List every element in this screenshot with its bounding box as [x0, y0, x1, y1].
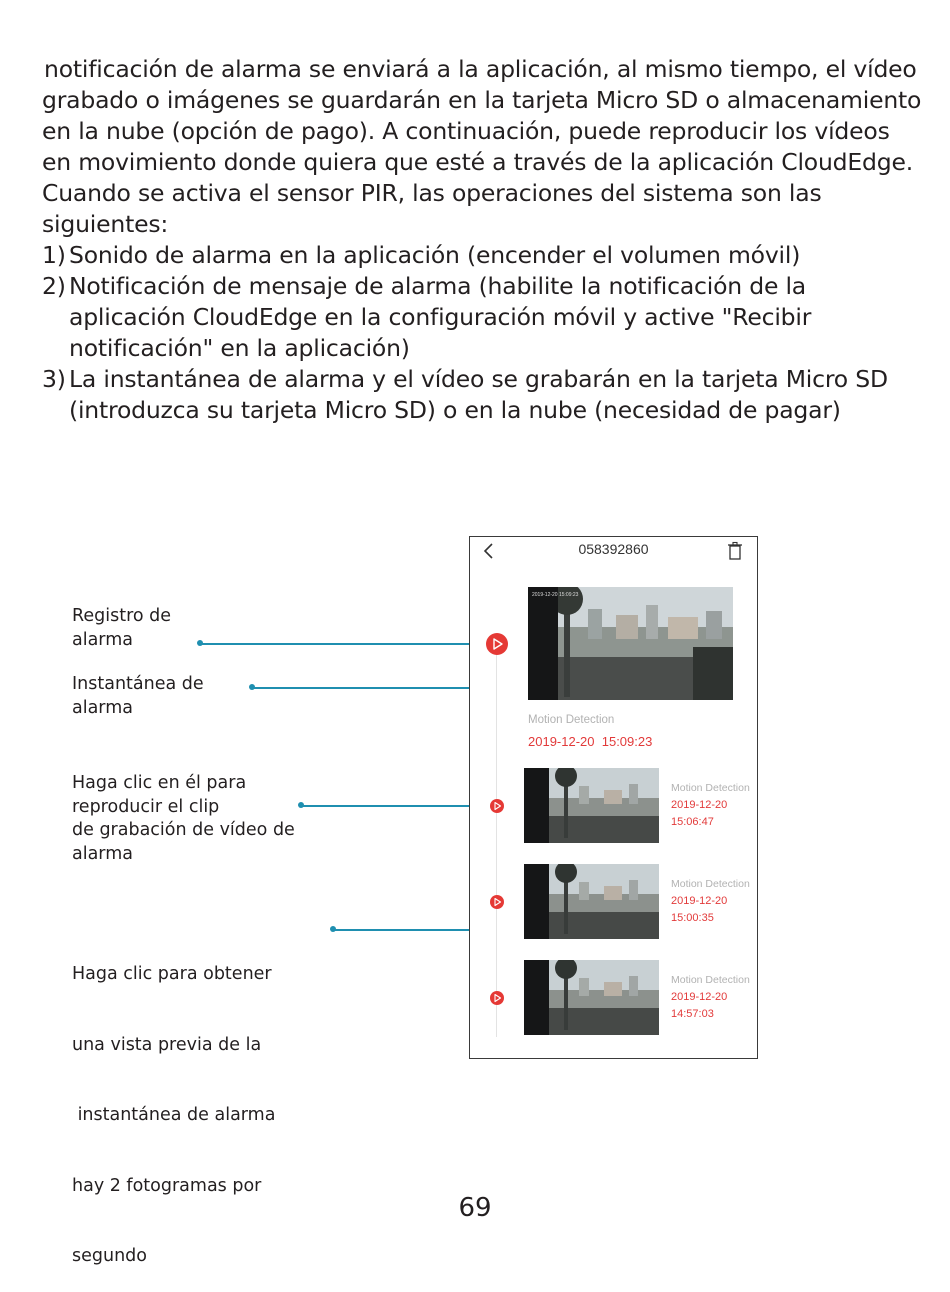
play-circle-icon[interactable] — [486, 633, 508, 655]
motion-detection-label: Motion Detection — [671, 878, 750, 890]
device-id: 058392860 — [578, 541, 649, 557]
event-thumbnail[interactable] — [524, 960, 659, 1035]
timeline-line — [496, 647, 497, 1037]
list-text: Sonido de alarma en la aplicación (encender el volumen móvil) — [69, 241, 801, 269]
motion-detection-label: Motion Detection — [671, 782, 750, 794]
callout-line: Instantánea de — [72, 674, 204, 694]
callout-line: Registro de — [72, 606, 172, 626]
callout-line: alarma — [72, 843, 133, 864]
phone-screenshot — [469, 536, 758, 1059]
list-text: Notificación de mensaje de alarma (habilite la notificación de la aplicación CloudEdge en la configuración móvil y active "Recibir notificación" en la aplicación) — [69, 272, 812, 362]
list-item — [42, 240, 922, 271]
event-date: 2019-12-20 — [671, 895, 728, 907]
list-number: 2) — [42, 272, 66, 300]
callout-line: alarma — [72, 697, 133, 718]
list-text: La instantánea de alarma y el vídeo se grabarán en la tarjeta Micro SD (introduzca su tarjeta Micro SD) o en la nube (necesidad de pagar) — [69, 365, 888, 424]
event-time: 14:57:03 — [671, 1008, 714, 1020]
trash-icon[interactable] — [727, 541, 743, 561]
event-date: 2019-12-20 — [671, 799, 728, 811]
callout-alarm-snapshot — [72, 673, 204, 720]
event-thumbnail[interactable] — [524, 864, 659, 939]
event-time: 15:06:47 — [671, 816, 714, 828]
list-item — [42, 271, 922, 364]
leader-line — [301, 805, 490, 807]
callout-line: Haga clic en él para — [72, 773, 247, 793]
event-thumbnail[interactable] — [524, 768, 659, 843]
callout-line: segundo — [72, 1246, 147, 1266]
play-circle-icon[interactable] — [490, 895, 504, 909]
event-time: 15:09:23 — [601, 734, 653, 749]
pir-paragraph: Cuando se activa el sensor PIR, las operaciones del sistema son las siguientes: — [42, 179, 822, 238]
callout-alarm-record — [72, 605, 171, 652]
motion-detection-label: Motion Detection — [528, 714, 615, 726]
play-circle-icon[interactable] — [490, 991, 504, 1005]
intro-paragraph: notificación de alarma se enviará a la aplicación, al mismo tiempo, el vídeo grabado o imágenes se guardarán en la tarjeta Micro SD o almacenamiento en la nube (opción de pago). A continuación, puede reproducir los vídeos en movimiento donde quiera que esté a través de la aplicación CloudEdge. — [42, 55, 922, 176]
play-circle-icon[interactable] — [490, 799, 504, 813]
callout-play-clip — [72, 772, 295, 866]
thumbnail-timestamp: 2019-12-20 15:09:23 — [532, 592, 579, 598]
alarm-snapshot-thumbnail[interactable] — [528, 587, 733, 700]
callout-line: reproducir el clip — [72, 796, 220, 817]
motion-detection-label: Motion Detection — [671, 974, 750, 986]
event-date: 2019-12-20 — [528, 734, 595, 749]
event-time: 15:00:35 — [671, 912, 714, 924]
page-number: 69 — [458, 1193, 492, 1223]
callout-line: hay 2 fotogramas por — [72, 1175, 262, 1196]
callout-line: de grabación de vídeo de — [72, 820, 295, 840]
event-datetime — [528, 734, 652, 749]
event-date: 2019-12-20 — [671, 991, 728, 1003]
list-number: 3) — [42, 365, 66, 393]
leader-line — [200, 643, 484, 645]
callout-line: instantánea de alarma — [72, 1105, 276, 1125]
callout-preview-snapshot — [72, 916, 275, 1292]
callout-line: una vista previa de la — [72, 1034, 262, 1055]
list-number: 1) — [42, 241, 66, 269]
callout-line: Haga clic para obtener — [72, 964, 272, 984]
list-item — [42, 364, 922, 426]
callout-line: alarma — [72, 629, 133, 650]
body-text — [42, 54, 922, 426]
